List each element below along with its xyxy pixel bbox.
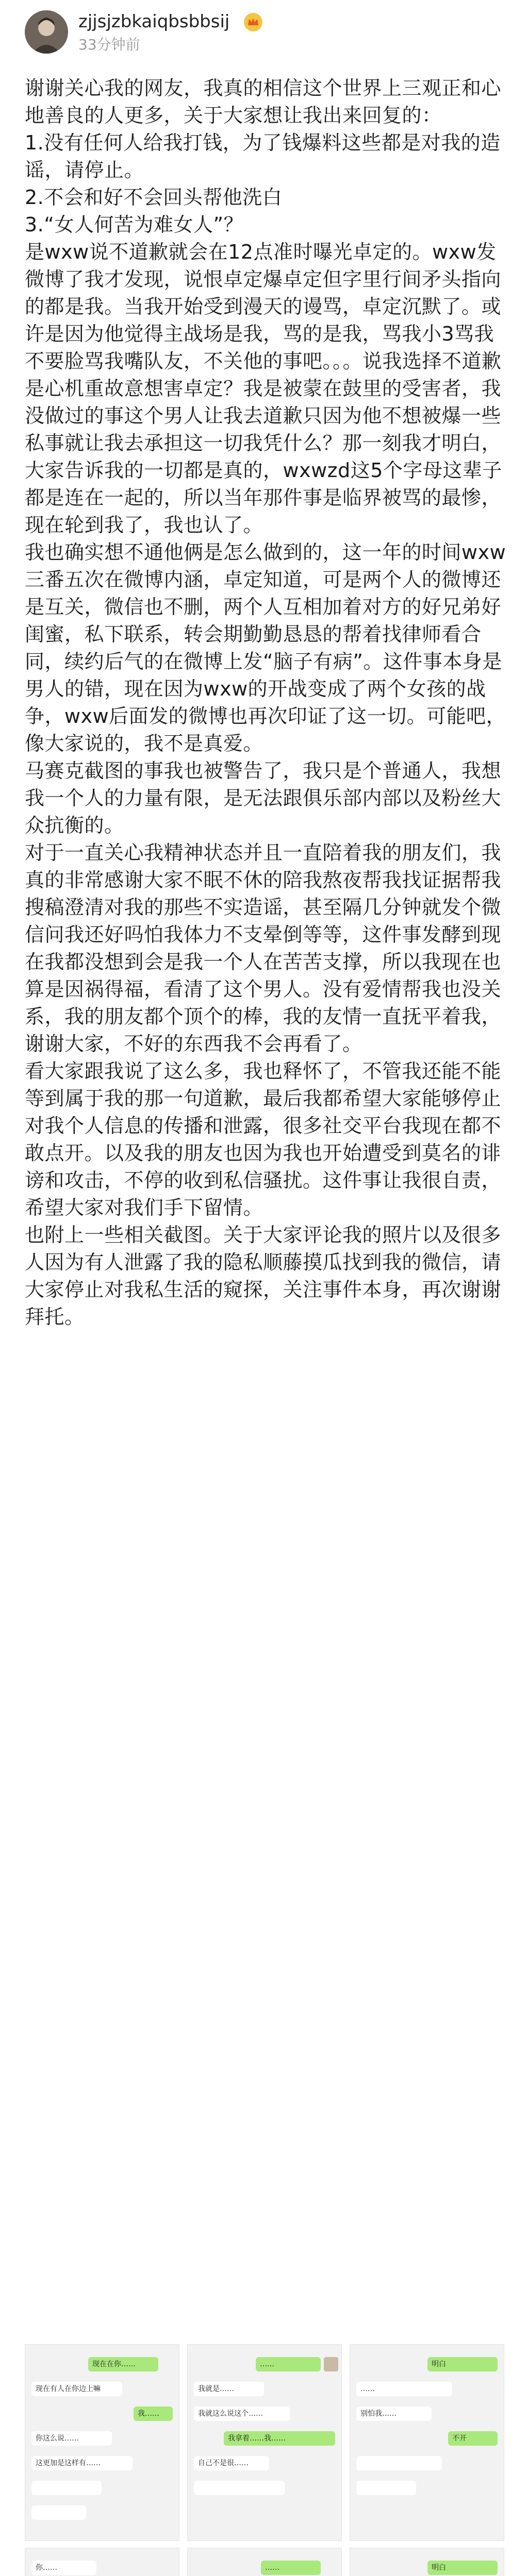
chat-bubble: [31, 2481, 102, 2495]
chat-bubble: 我就是……: [194, 2382, 264, 2396]
chat-bubble: 我拿着……我……: [224, 2431, 335, 2446]
post-header: [0, 0, 528, 67]
chat-bubble: [194, 2481, 285, 2495]
post-paragraph: 看大家跟我说了这么多，我也释怀了，不管我还能不能等到属于我的那一句道歉，最后我都希望大家能够停止对我个人信息的传播和泄露，很多社交平台我现在都不敢点开。以及我的朋友也因为我也开始遭受到莫名的诽谤和攻击，不停的收到私信骚扰。这件事让我很自责，希望大家对我们手下留情。: [25, 1060, 502, 1219]
post-paragraph: 3.“女人何苦为难女人”？: [25, 213, 244, 236]
post-paragraph: 对于一直关心我精神状态并且一直陪着我的朋友们，我真的非常感谢大家不眠不休的陪我熬夜帮我找证据帮我搜稿澄清对我的那些不实造谣，甚至隔几分钟就发个微信问我还好吗怕我体力不支晕倒等等，这件事发酵到现在我都没想到会是我一个人在苦苦支撑，所以我现在也算是因祸得福，看清了这个男人。没有爱情帮我也没关系，我的朋友都个顶个的棒，我的友情一直抚平着我，谢谢大家，不好的东西我不会再看了。: [25, 841, 502, 1055]
chat-screenshot[interactable]: [350, 2344, 504, 2541]
chat-screenshot[interactable]: [350, 2548, 504, 2576]
chat-bubble: 现在在你……: [88, 2357, 158, 2371]
chat-screenshot[interactable]: [25, 2344, 179, 2541]
crown-badge-icon: [243, 12, 263, 32]
chat-bubble: [356, 2456, 442, 2470]
avatar[interactable]: [25, 10, 68, 54]
avatar-image-icon: [25, 10, 68, 54]
chat-screenshot[interactable]: [187, 2548, 342, 2576]
post-paragraph: 我也确实想不通他俩是怎么做到的，这一年的时间wxw三番五次在微博内涵，卓定知道，可是两个人的微博还是互关，微信也不删，两个人互相加着对方的好兄弟好闺蜜，私下联系，转会期勤勤恳恳的帮着找律师看合同，续约后气的在微博上发“脑子有病”。这件事本身是男人的错，现在因为wxw的开战变成了两个女孩的战争，wxw后面发的微博也再次印证了这一切。可能吧，像大家说的，我不是真爱。: [25, 541, 506, 755]
chat-bubble: 明白: [427, 2561, 498, 2575]
chat-bubble: 我就这么说这个……: [194, 2406, 290, 2421]
post-paragraph: 马赛克截图的事我也被警告了，我只是个普通人，我想我一个人的力量有限，是无法跟俱乐部内部以及粉丝大众抗衡的。: [25, 759, 502, 837]
chat-bubble: 别怕我……: [356, 2406, 432, 2421]
post-timestamp: 33分钟前: [78, 36, 140, 53]
post-paragraph: 1.没有任何人给我打钱，为了钱爆料这些都是对我的造谣，请停止。: [25, 131, 501, 181]
username[interactable]: zjjsjzbkaiqbsbbsij: [78, 11, 230, 32]
chat-bubble: 不开: [448, 2431, 498, 2446]
chat-bubble: ……: [356, 2382, 452, 2396]
chat-screenshot[interactable]: [25, 2548, 179, 2576]
post-paragraph: 2.不会和好不会回头帮他洗白: [25, 186, 283, 209]
chat-bubble: ……: [256, 2357, 321, 2371]
post-paragraph: 谢谢关心我的网友，我真的相信这个世界上三观正和心地善良的人更多，关于大家想让我出来回复的：: [25, 77, 502, 127]
chat-bubble: 你……: [31, 2561, 96, 2575]
chat-bubble: [356, 2481, 416, 2495]
chat-bubble: 我……: [134, 2406, 173, 2421]
chat-bubble: 明白: [427, 2357, 498, 2371]
post-paragraph: 也附上一些相关截图。关于大家评论我的照片以及很多人因为有人泄露了我的隐私顺藤摸瓜找到我的微信，请大家停止对我私生活的窥探，关注事件本身，再次谢谢拜托。: [25, 1224, 502, 1328]
mini-avatar: [324, 2357, 338, 2371]
chat-screenshot[interactable]: [187, 2344, 342, 2541]
chat-bubble: 自己不是很……: [194, 2456, 269, 2470]
chat-bubble: 这更加是这样有……: [31, 2456, 133, 2470]
chat-bubble: 你这么说……: [31, 2431, 112, 2446]
post-paragraph: 是wxw说不道歉就会在12点准时曝光卓定的。wxw发微博了我才发现，说恨卓定爆卓定但字里行间矛头指向的都是我。当我开始受到漫天的谩骂，卓定沉默了。或许是因为他觉得主战场是我，骂的是我，骂我小3骂我不要脸骂我嘴队友，不关他的事吧。。。说我选择不道歉是心机重故意想害卓定？我是被蒙在鼓里的受害者，我没做过的事这个男人让我去道歉只因为他不想被爆一些私事就让我去承担这一切我凭什么？那一刻我才明白，大家告诉我的一切都是真的，wxwzd这5个字母这辈子都是连在一起的，所以当年那件事是临界被骂的最惨，现在轮到我了，我也认了。: [25, 241, 502, 536]
chat-bubble: 现在有人在你边上嘛: [31, 2382, 122, 2396]
chat-bubble: ……: [261, 2561, 321, 2575]
chat-bubble: [31, 2505, 86, 2520]
post-body: [25, 75, 507, 1331]
screenshot-gallery: [25, 2344, 503, 2576]
